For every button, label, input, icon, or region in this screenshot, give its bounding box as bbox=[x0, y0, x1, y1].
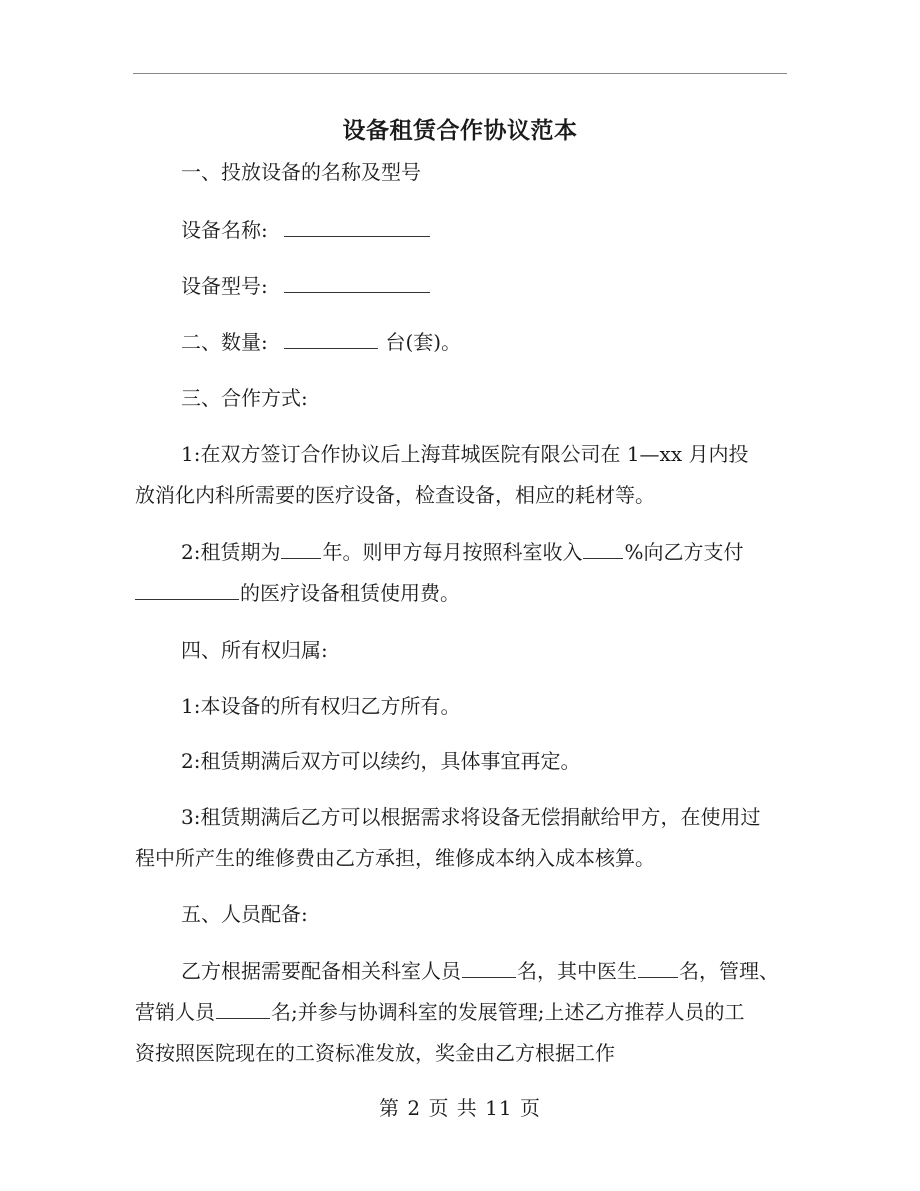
section-5-heading: 五、人员配备: bbox=[181, 902, 308, 926]
equipment-model-line bbox=[181, 272, 841, 300]
staff-count-blank bbox=[462, 959, 516, 978]
revenue-share-label: 年。则甲方每月按照科室收入 bbox=[322, 540, 583, 564]
equipment-model-blank bbox=[284, 274, 430, 293]
fee-blank bbox=[135, 581, 239, 600]
section-3-heading: 三、合作方式: bbox=[181, 386, 308, 410]
section-3-para-1-line-2: 放消化内科所需要的医疗设备，检查设备，相应的耗材等。 bbox=[135, 483, 655, 507]
quantity-line bbox=[181, 328, 841, 356]
percent-blank bbox=[583, 540, 623, 559]
section-5-para-line-1 bbox=[181, 957, 841, 985]
section-4-heading: 四、所有权归属: bbox=[181, 638, 328, 662]
section-4-para-1: 1:本设备的所有权归乙方所有。 bbox=[181, 694, 461, 718]
doctor-count-blank bbox=[638, 959, 678, 978]
lease-term-label: 2:租赁期为 bbox=[181, 540, 281, 564]
quantity-blank bbox=[284, 330, 378, 349]
page-indicator: 第 2 页 共 11 页 bbox=[379, 1096, 541, 1120]
document-title: 设备租赁合作协议范本 bbox=[342, 117, 578, 144]
equipment-name-line bbox=[181, 216, 841, 244]
equipment-name-label: 设备名称: bbox=[181, 218, 268, 242]
section-4-para-3-line-2: 程中所产生的维修费由乙方承担，维修成本纳入成本核算。 bbox=[135, 846, 655, 870]
staff-label: 乙方根据需要配备相关科室人员 bbox=[181, 959, 461, 983]
section-1-heading: 一、投放设备的名称及型号 bbox=[181, 160, 421, 184]
fee-label: 的医疗设备租赁使用费。 bbox=[240, 581, 460, 605]
section-5-para-line-2 bbox=[135, 998, 795, 1026]
equipment-model-label: 设备型号: bbox=[181, 274, 268, 298]
quantity-label: 二、数量: bbox=[181, 330, 268, 354]
section-4-para-3-line-1: 3:租赁期满后乙方可以根据需求将设备无偿捐献给甲方，在使用过 bbox=[181, 805, 761, 829]
header-rule bbox=[133, 73, 787, 74]
management-label: 名，管理、 bbox=[679, 959, 779, 983]
equipment-name-blank bbox=[284, 218, 430, 237]
marketing-count-blank bbox=[216, 1000, 270, 1019]
coordination-text: 名;并参与协调科室的发展管理;上述乙方推荐人员的工 bbox=[271, 1000, 745, 1024]
section-3-para-2-line-1 bbox=[181, 538, 841, 566]
section-3-para-1-line-1: 1:在双方签订合作协议后上海茸城医院有限公司在 1—xx 月内投 bbox=[181, 442, 749, 466]
pay-label: %向乙方支付 bbox=[624, 540, 744, 564]
section-3-para-2-line-2 bbox=[135, 579, 795, 607]
section-5-para-line-3: 资按照医院现在的工资标准发放，奖金由乙方根据工作 bbox=[135, 1041, 615, 1065]
section-4-para-2: 2:租赁期满后双方可以续约，具体事宜再定。 bbox=[181, 749, 581, 773]
lease-term-blank bbox=[281, 540, 321, 559]
quantity-unit: 台(套)。 bbox=[385, 330, 462, 354]
doctor-label: 名，其中医生 bbox=[517, 959, 637, 983]
marketing-label: 营销人员 bbox=[135, 1000, 215, 1024]
